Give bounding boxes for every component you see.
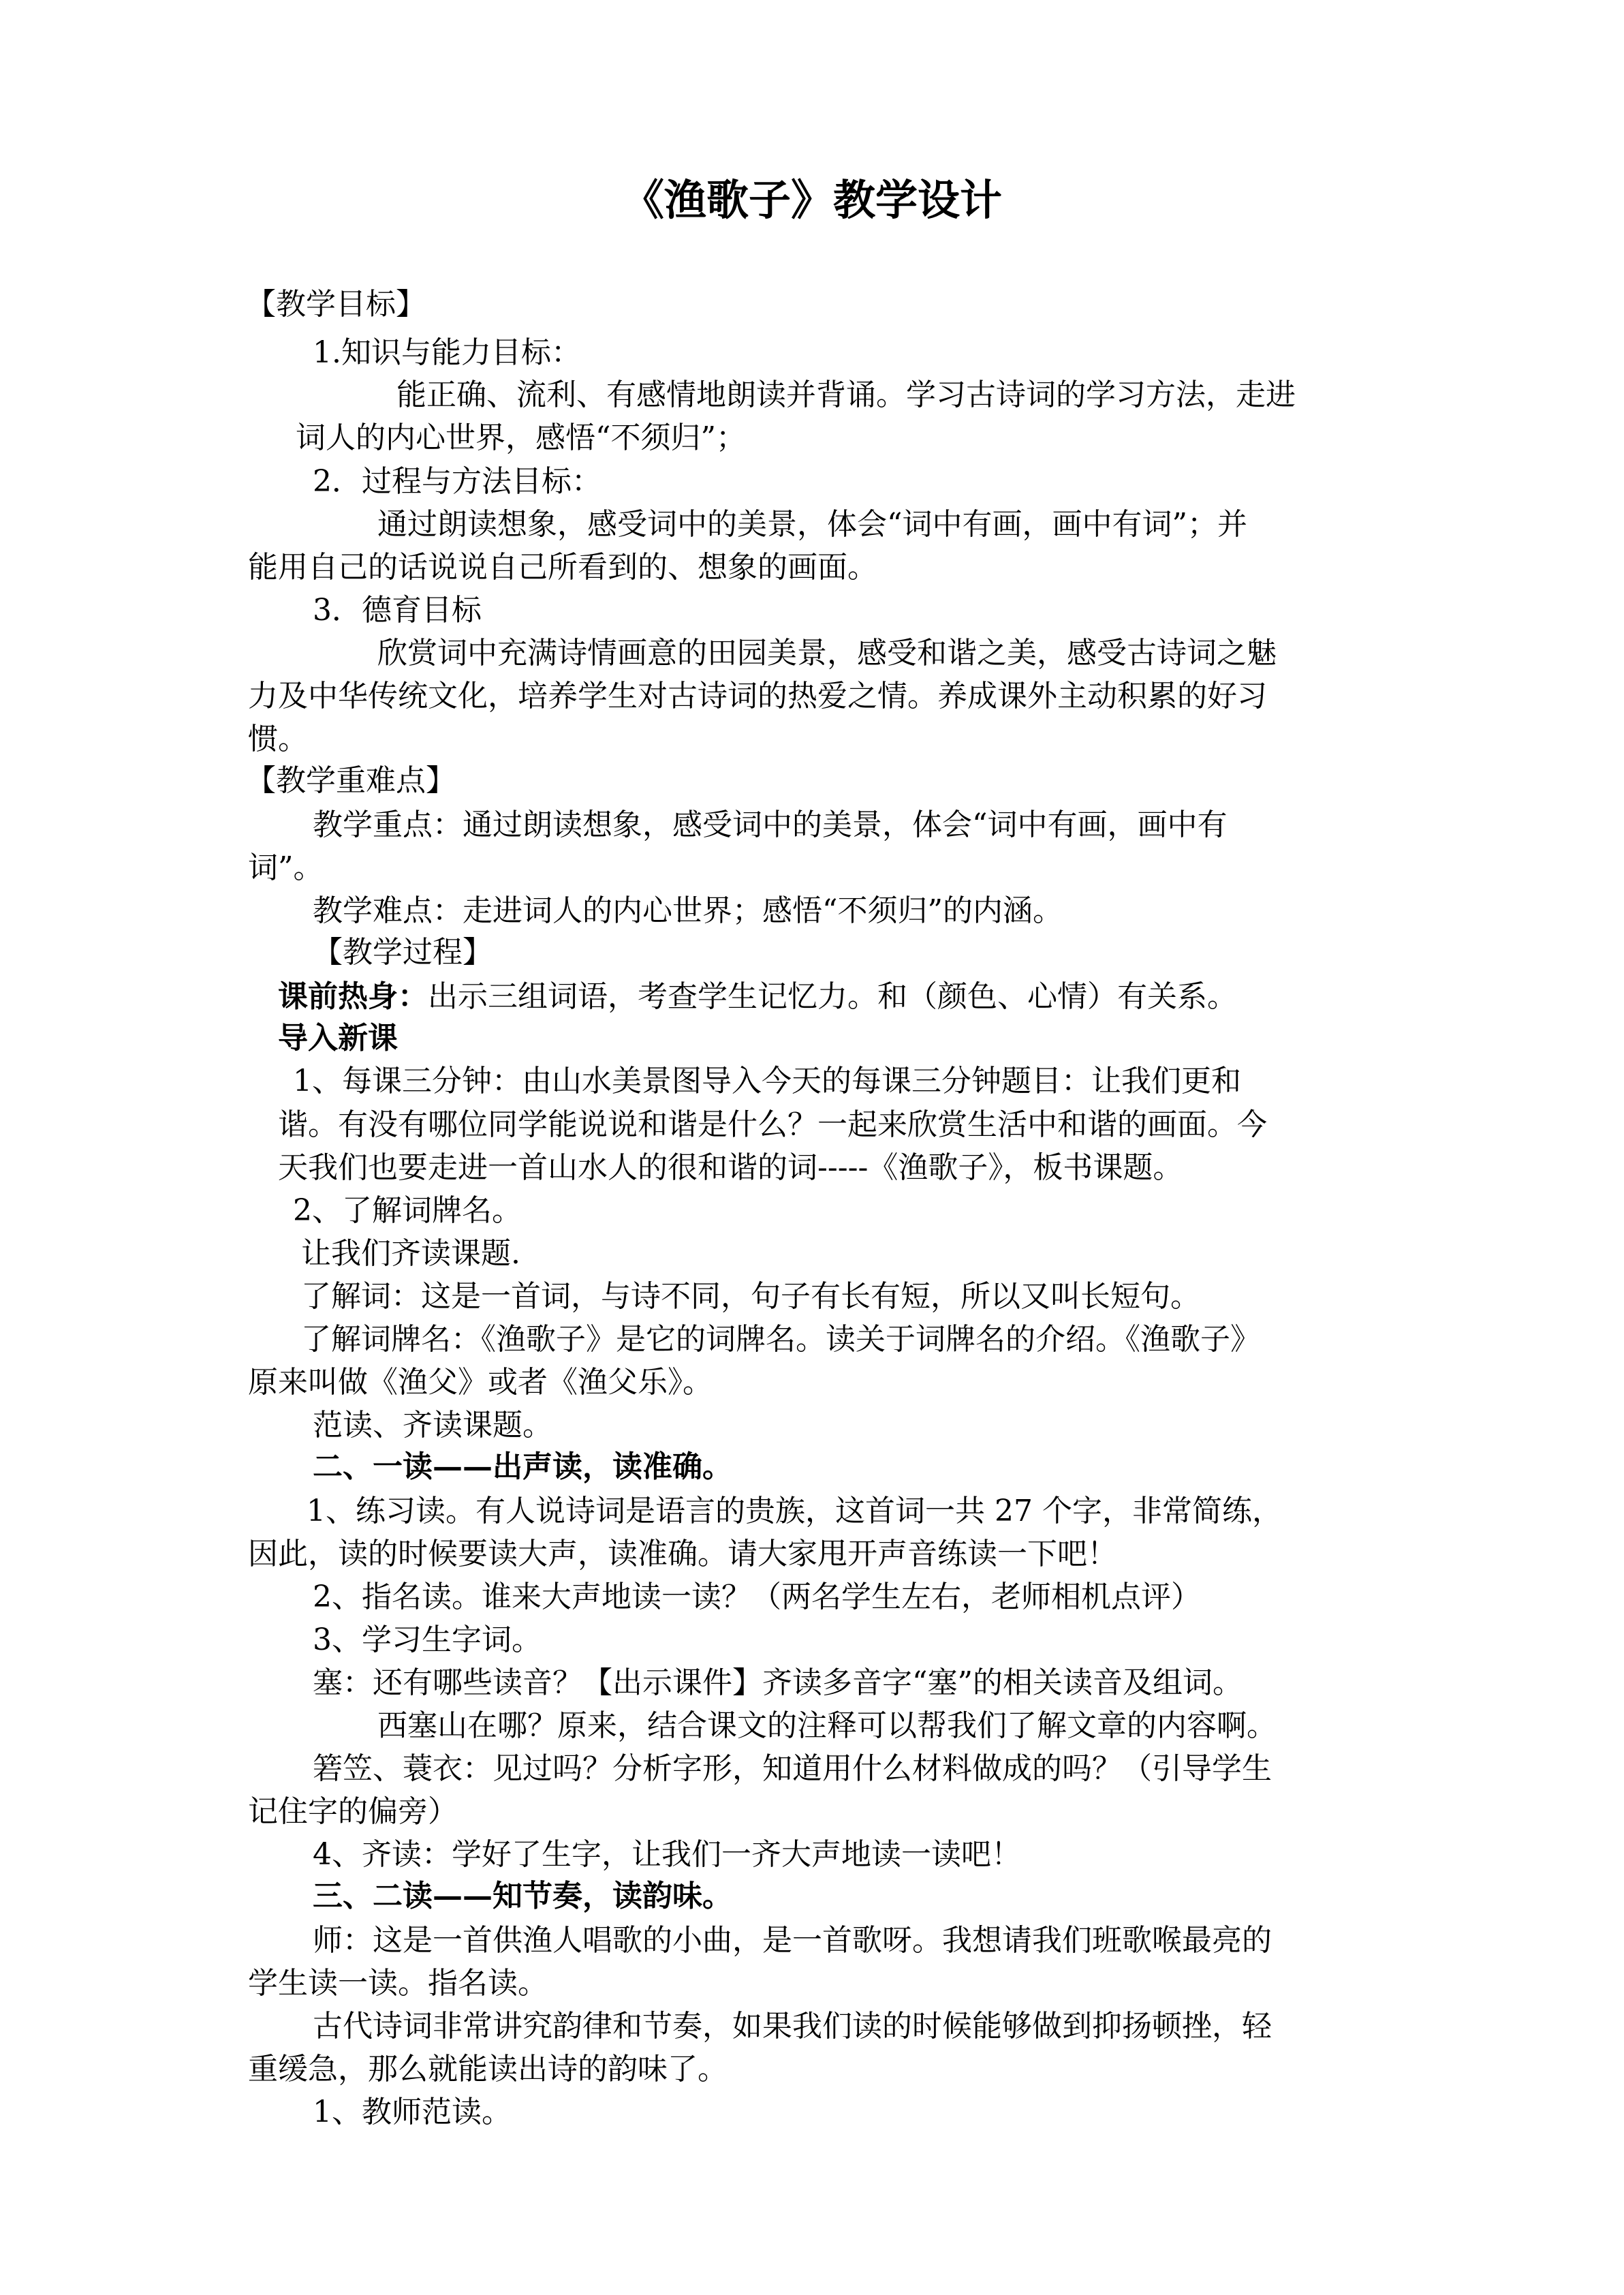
paragraph-line: 教学难点：走进词人的内心世界；感悟“不须归”的内涵。 bbox=[313, 893, 1063, 928]
paragraph-line: 能正确、流利、有感情地朗读并背诵。学习古诗词的学习方法，走进 bbox=[396, 378, 1296, 412]
document-title: 《渔歌子》教学设计 bbox=[621, 175, 1002, 225]
paragraph-line: 惯。 bbox=[248, 722, 308, 756]
paragraph-line: 了解词：这是一首词，与诗不同，句子有长有短，所以又叫长短句。 bbox=[301, 1279, 1200, 1314]
paragraph-line: 让我们齐读课题. bbox=[301, 1236, 520, 1271]
paragraph-line: 词”。 bbox=[248, 850, 324, 885]
paragraph-line: 师：这是一首供渔人唱歌的小曲，是一首歌呀。我想请我们班歌喉最亮的 bbox=[313, 1923, 1272, 1958]
paragraph-line: 力及中华传统文化，培养学生对古诗词的热爱之情。养成课外主动积累的好习 bbox=[248, 679, 1267, 713]
subheading-first-reading: 二、一读——出声读，读准确。 bbox=[313, 1449, 732, 1484]
section-heading-key-points: 【教学重难点】 bbox=[246, 763, 456, 798]
paragraph-line: 词人的内心世界，感悟“不须归”； bbox=[296, 420, 746, 455]
paragraph-line: 原来叫做《渔父》或者《渔父乐》。 bbox=[248, 1365, 713, 1400]
paragraph-line: 范读、齐读课题。 bbox=[313, 1408, 552, 1443]
paragraph-line: 欣赏词中充满诗情画意的田园美景，感受和谐之美，感受古诗词之魅 bbox=[377, 636, 1277, 671]
section-heading-objectives: 【教学目标】 bbox=[246, 287, 426, 322]
paragraph-line: 2、指名读。谁来大声地读一读？（两名学生左右，老师相机点评） bbox=[313, 1580, 1201, 1614]
paragraph-line: 3．德育目标 bbox=[313, 593, 482, 628]
paragraph-line: 2、了解词牌名。 bbox=[293, 1193, 522, 1228]
subheading-intro: 导入新课 bbox=[278, 1021, 398, 1056]
paragraph-line: 通过朗读想象，感受词中的美景，体会“词中有画，画中有词”；并 bbox=[377, 507, 1247, 542]
paragraph-line: 1、每课三分钟：由山水美景图导入今天的每课三分钟题目：让我们更和 bbox=[293, 1064, 1241, 1098]
paragraph-line: 教学重点：通过朗读想象，感受词中的美景，体会“词中有画，画中有 bbox=[313, 807, 1228, 842]
paragraph-line: 重缓急，那么就能读出诗的韵味了。 bbox=[248, 2052, 728, 2086]
paragraph-line: 4、齐读：学好了生字，让我们一齐大声地读一读吧！ bbox=[313, 1837, 1021, 1872]
paragraph-line: 古代诗词非常讲究韵律和节奏，如果我们读的时候能够做到抑扬顿挫，轻 bbox=[313, 2009, 1272, 2044]
paragraph-line: 了解词牌名：《渔歌子》是它的词牌名。读关于词牌名的介绍。《渔歌子》 bbox=[301, 1322, 1260, 1357]
paragraph-line: 能用自己的话说说自己所看到的、想象的画面。 bbox=[248, 550, 877, 585]
paragraph-line: 谐。有没有哪位同学能说说和谐是什么？一起来欣赏生活中和谐的画面。今 bbox=[278, 1107, 1267, 1142]
paragraph-line: 2．过程与方法目标： bbox=[313, 464, 602, 499]
paragraph-line: 1、教师范读。 bbox=[313, 2095, 512, 2129]
paragraph-line: 1.知识与能力目标： bbox=[313, 335, 581, 370]
section-heading-process: 【教学过程】 bbox=[313, 935, 493, 970]
paragraph-line: 西塞山在哪？原来，结合课文的注释可以帮我们了解文章的内容啊。 bbox=[377, 1708, 1277, 1743]
subheading-second-reading: 三、二读——知节奏，读韵味。 bbox=[313, 1879, 732, 1913]
paragraph-line: 塞：还有哪些读音？【出示课件】齐读多音字“塞”的相关读音及组词。 bbox=[313, 1665, 1243, 1700]
paragraph-line: 3、学习生字词。 bbox=[313, 1622, 542, 1657]
paragraph-line: 1、练习读。有人说诗词是语言的贵族，这首词一共 27 个字，非常简练， bbox=[307, 1494, 1282, 1528]
paragraph-line: 天我们也要走进一首山水人的很和谐的词-----《渔歌子》，板书课题。 bbox=[278, 1150, 1183, 1185]
warmup-label: 课前热身： bbox=[278, 979, 428, 1014]
paragraph-line: 箬笠、蓑衣：见过吗？分析字形，知道用什么材料做成的吗？（引导学生 bbox=[313, 1751, 1272, 1786]
paragraph-line: 因此，读的时候要读大声，读准确。请大家甩开声音练读一下吧！ bbox=[248, 1537, 1117, 1571]
paragraph-line bbox=[278, 976, 1237, 1017]
warmup-text: 出示三组词语，考查学生记忆力。和（颜色、心情）有关系。 bbox=[428, 979, 1237, 1014]
paragraph-line: 学生读一读。指名读。 bbox=[248, 1966, 548, 2001]
paragraph-line: 记住字的偏旁） bbox=[248, 1794, 458, 1829]
